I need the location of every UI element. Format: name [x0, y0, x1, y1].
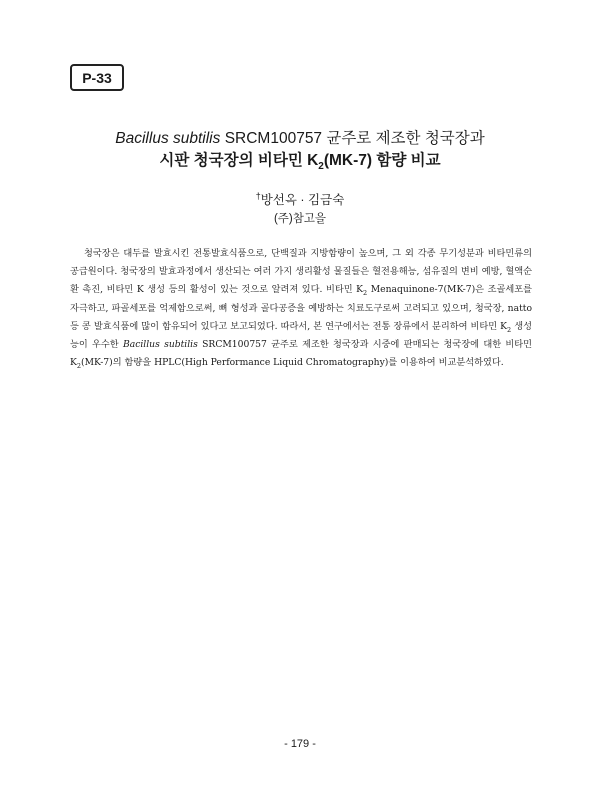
abstract-sub-3: 2 — [76, 362, 82, 371]
author-names: 방선옥 · 김금숙 — [260, 193, 345, 207]
title-line2-a: 시판 청국장의 비타민 K — [159, 152, 319, 169]
paper-title — [0, 128, 600, 178]
abstract-paragraph — [70, 245, 532, 372]
title-line1-rest: SRCM100757 균주로 제조한 청국장과 — [220, 130, 485, 147]
title-organism: Bacillus subtilis — [115, 130, 221, 147]
abstract-text-3: 생성능이 우수한 — [70, 320, 532, 351]
title-line2-b: (MK-7) 함량 비교 — [323, 152, 441, 169]
author-list — [0, 190, 600, 208]
abstract-text-2: Menaquinone-7(MK-7)은 조골세포를 자극하고, 파골세포를 억제함으로써, 뼈 형성과 골다공증을 예방하는 치료도구로써 고려되고 있으며, 청국장, natto 등 콩 발효식품에 많이 함유되어 있다고 보고되었다. 따라서, 본 연구에서는 전통 장류에서 분리하여 비타민 K — [70, 284, 532, 332]
title-line-2 — [0, 150, 600, 178]
abstract-sub-2: 2 — [507, 325, 512, 334]
title-line-1 — [0, 128, 600, 150]
corresponding-mark: † — [255, 190, 261, 201]
abstract-organism: Bacillus subtilis — [122, 339, 198, 351]
abstract-sub-1: 2 — [363, 289, 368, 298]
page-number: - 179 - — [284, 738, 316, 750]
abstract-text-5: (MK-7)의 함량을 HPLC(High Performance Liquid Chromatography)를 이용하여 비교분석하였다. — [81, 357, 504, 369]
abstract-text-1: 청국장은 대두를 발효시킨 전통발효식품으로, 단백질과 지방함량이 높으며, 그 외 각종 무기성분과 비타민류의 공급원이다. 청국장의 발효과정에서 생산되는 여러 가지 생리활성 물질들은 혈전용해능, 섬유질의 변비 예방, 혈액순환 촉진, 비타민 K 생성 등의 활성이 있는 것으로 알려져 있다. 비타민 K — [70, 248, 532, 296]
abstract-text-4: SRCM100757 균주로 제조한 청국장과 시중에 판매되는 청국장에 대한 비타민 K — [70, 339, 532, 369]
abstract — [70, 245, 532, 372]
title-line2-sub: 2 — [318, 161, 324, 173]
poster-id-badge: P-33 — [70, 64, 124, 91]
affiliation: (주)참고을 — [273, 213, 327, 225]
